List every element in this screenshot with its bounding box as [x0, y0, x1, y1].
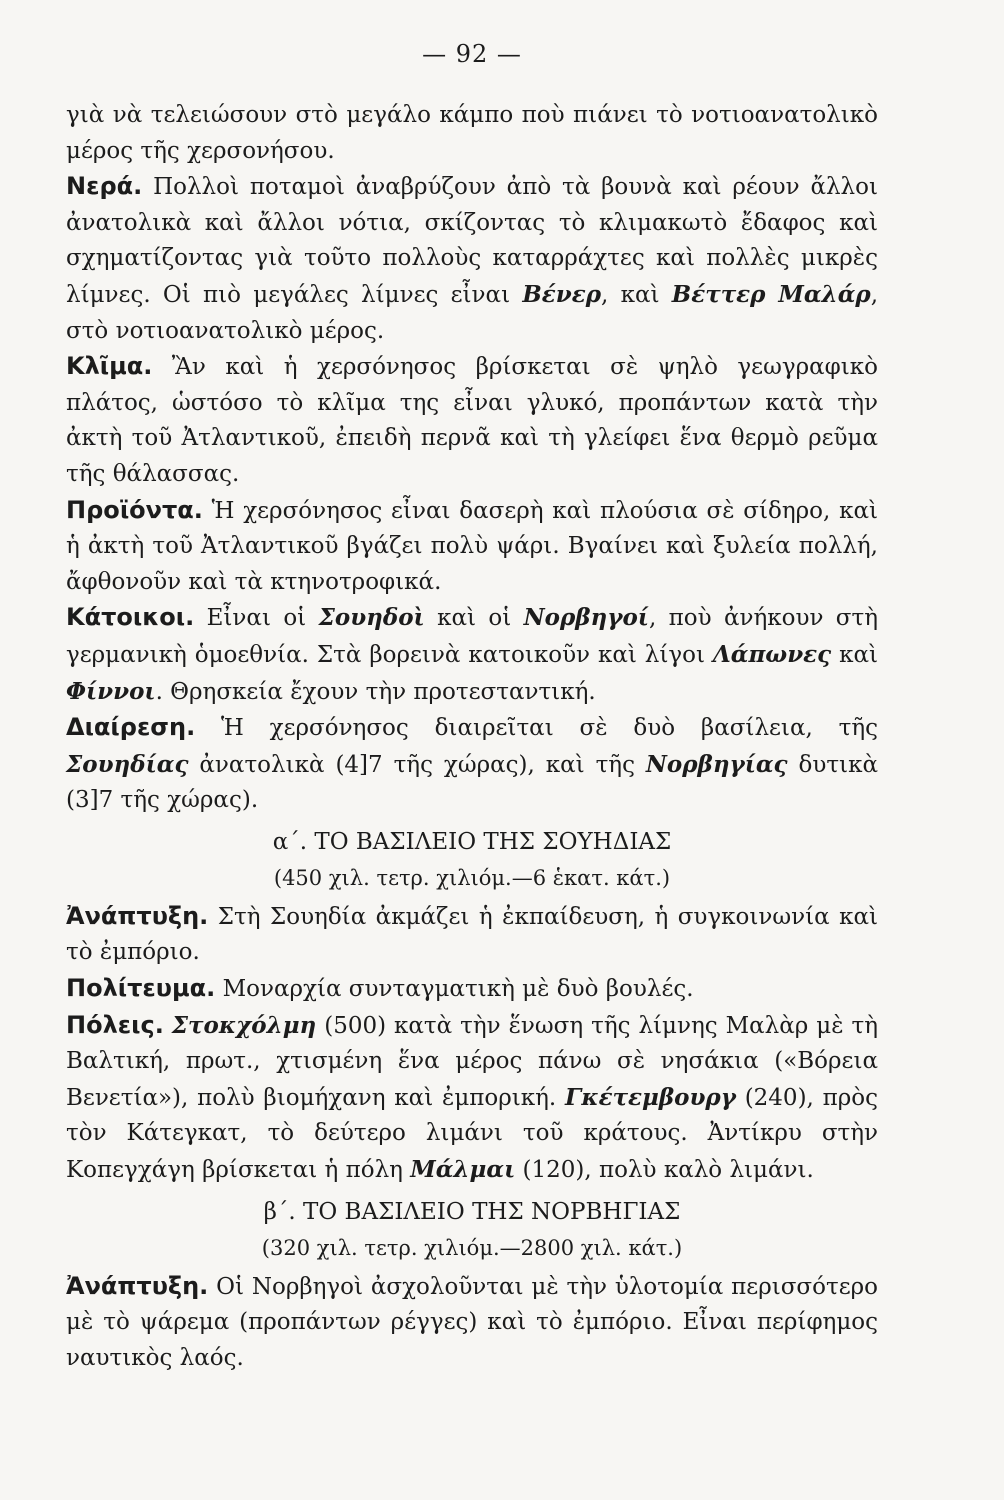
text: Οἱ Νορβηγοὶ ἀσχολοῦνται μὲ τὴν ὑλοτομία περισσότερο μὲ τὸ ψάρεμα (προπάντων ρέγγες) καὶ τὸ ἐμπόριο. Εἶναι περίφημος ναυτικὸς λαός.	[66, 1273, 878, 1371]
paragraph-diairesi	[66, 710, 878, 819]
city-name: Στοκχόλμη	[171, 1011, 317, 1039]
people-name: Νορβηγοί	[523, 604, 649, 632]
text: καὶ	[831, 641, 878, 668]
section-title-sweden: α΄. ΤΟ ΒΑΣΙΛΕΙΟ ΤΗΣ ΣΟΥΗΔΙΑΣ	[272, 828, 672, 855]
text: (120), πολὺ καλὸ λιμάνι.	[515, 1157, 814, 1184]
text: Πολλοὶ ποταμοὶ ἀναβρύζουν ἀπὸ τὰ βουνὰ καὶ ρέουν ἄλλοι ἀνατολικὰ καὶ ἄλλοι νότια, σκίζοντας τὸ κλιμακωτὸ ἔδαφος καὶ σχηματίζοντας γιὰ τοῦτο πολλοὺς καταρράχτες καὶ πολλὲς μικρὲς λίμνες. Οἱ πιὸ μεγάλες λίμνες εἶναι	[66, 174, 878, 308]
paragraph-klima	[66, 349, 878, 492]
text: Στὴ Σουηδία ἀκμάζει ἡ ἐκπαίδευση, ἡ συγκοινωνία καὶ τὸ ἐμπόριο.	[66, 903, 878, 966]
heading-poleis: Πόλεις.	[66, 1010, 164, 1039]
page-number: — 92 —	[422, 40, 522, 68]
heading-diairesi: Διαίρεση.	[66, 713, 196, 742]
city-name: Μάλμαι	[410, 1156, 516, 1184]
text: Ἂν καὶ ἡ χερσόνησος βρίσκεται σὲ ψηλὸ γεωγραφικὸ πλάτος, ὡστόσο τὸ κλῖμα της εἶναι γλυκό, προπάντων κατὰ τὴν ἀκτὴ τοῦ Ἀτλαντικοῦ, ἐπειδὴ περνᾶ καὶ τὴ γλείφει ἕνα θερμὸ ρεῦμα τῆς θάλασσας.	[66, 354, 878, 487]
heading-nera: Νερά.	[66, 172, 143, 201]
book-page	[66, 40, 878, 1376]
country-name: Νορβηγίας	[645, 750, 788, 778]
paragraph-poleis	[66, 1008, 878, 1189]
city-name: Γκέτεμβουργ	[565, 1083, 736, 1111]
text: . Θρησκεία ἔχουν τὴν προτεσταντική.	[155, 678, 596, 705]
paragraph-katoikoi	[66, 600, 878, 710]
section-subtitle-sweden: (450 χιλ. τετρ. χιλιόμ.—6 ἑκατ. κάτ.)	[273, 865, 671, 890]
text: , ποὺ ἀνήκουν στὴ γερμανικὴ ὁμοεθνία. Στὰ βορεινὰ κατοικοῦν καὶ λίγοι	[66, 605, 879, 668]
text: δυτικὰ (3]7 τῆς χώρας).	[66, 751, 878, 814]
people-name: Φίννοι	[66, 677, 156, 705]
text: (240), πρὸς τὸν Κάτεγκατ, τὸ δεύτερο λιμάνι τοῦ κράτους. Ἀντίκρυ στὴν Κοπεγχάγη βρίσκεται ἡ πόλη	[66, 1084, 878, 1184]
heading-politeuma: Πολίτευμα.	[66, 974, 216, 1003]
section-title-norway: β΄. ΤΟ ΒΑΣΙΛΕΙΟ ΤΗΣ ΝΟΡΒΗΓΙΑΣ	[263, 1198, 681, 1225]
text: Μοναρχία συνταγματικὴ μὲ δυὸ βουλές.	[215, 976, 694, 1003]
text: Ἡ χερσόνησος εἶναι δασερὴ καὶ πλούσια σὲ σίδηρο, καὶ ἡ ἀκτὴ τοῦ Ἀτλαντικοῦ βγάζει πολὺ ψάρι. Βγαίνει καὶ ξυλεία πολλή, ἄφθονοῦν καὶ τὰ κτηνοτροφικά.	[66, 497, 878, 595]
heading-proionta: Προϊόντα.	[66, 495, 203, 524]
paragraph-intro: γιὰ νὰ τελειώσουν στὸ μεγάλο κάμπο ποὺ πιάνει τὸ νοτιοανατολικὸ μέρος τῆς χερσονήσου.	[66, 102, 878, 164]
heading-anaptyxi: Ἀνάπτυξη.	[66, 901, 209, 930]
text: Ἡ χερσόνησος διαιρεῖται σὲ δυὸ βασίλεια, τῆς	[195, 715, 878, 742]
heading-katoikoi: Κάτοικοι.	[66, 603, 195, 632]
paragraph-anaptyxi-norway	[66, 1269, 878, 1377]
section-subtitle-norway: (320 χιλ. τετρ. χιλιόμ.—2800 χιλ. κάτ.)	[261, 1235, 683, 1260]
text: ἀνατολικὰ (4]7 τῆς χώρας), καὶ τῆς	[188, 751, 646, 778]
paragraph-proionta	[66, 493, 878, 601]
paragraph-nera	[66, 169, 878, 349]
people-name: Σουηδοὶ	[318, 604, 425, 632]
heading-klima: Κλῖμα.	[66, 352, 153, 381]
place-name: Βέττερ Μαλάρ	[671, 280, 871, 308]
text: Εἶναι οἱ	[194, 605, 319, 632]
text: , στὸ νοτιοανατολικὸ μέρος.	[66, 281, 878, 344]
paragraph-politeuma	[66, 971, 878, 1008]
paragraph-anaptyxi-sweden	[66, 899, 878, 971]
heading-anaptyxi: Ἀνάπτυξη.	[66, 1271, 209, 1300]
text: καὶ οἱ	[424, 605, 524, 632]
text: , καὶ	[601, 281, 672, 308]
text: (500) κατὰ τὴν ἕνωση τῆς λίμνης Μαλὰρ μὲ τὴ Βαλτική, πρωτ., χτισμένη ἕνα μέρος πάνω σὲ νησάκια («Βόρεια Βενετία»), πολὺ βιομήχανη καὶ ἐμπορική.	[66, 1012, 879, 1111]
people-name: Λάπωνες	[712, 640, 832, 668]
place-name: Βένερ	[522, 280, 602, 308]
country-name: Σουηδίας	[66, 750, 189, 778]
